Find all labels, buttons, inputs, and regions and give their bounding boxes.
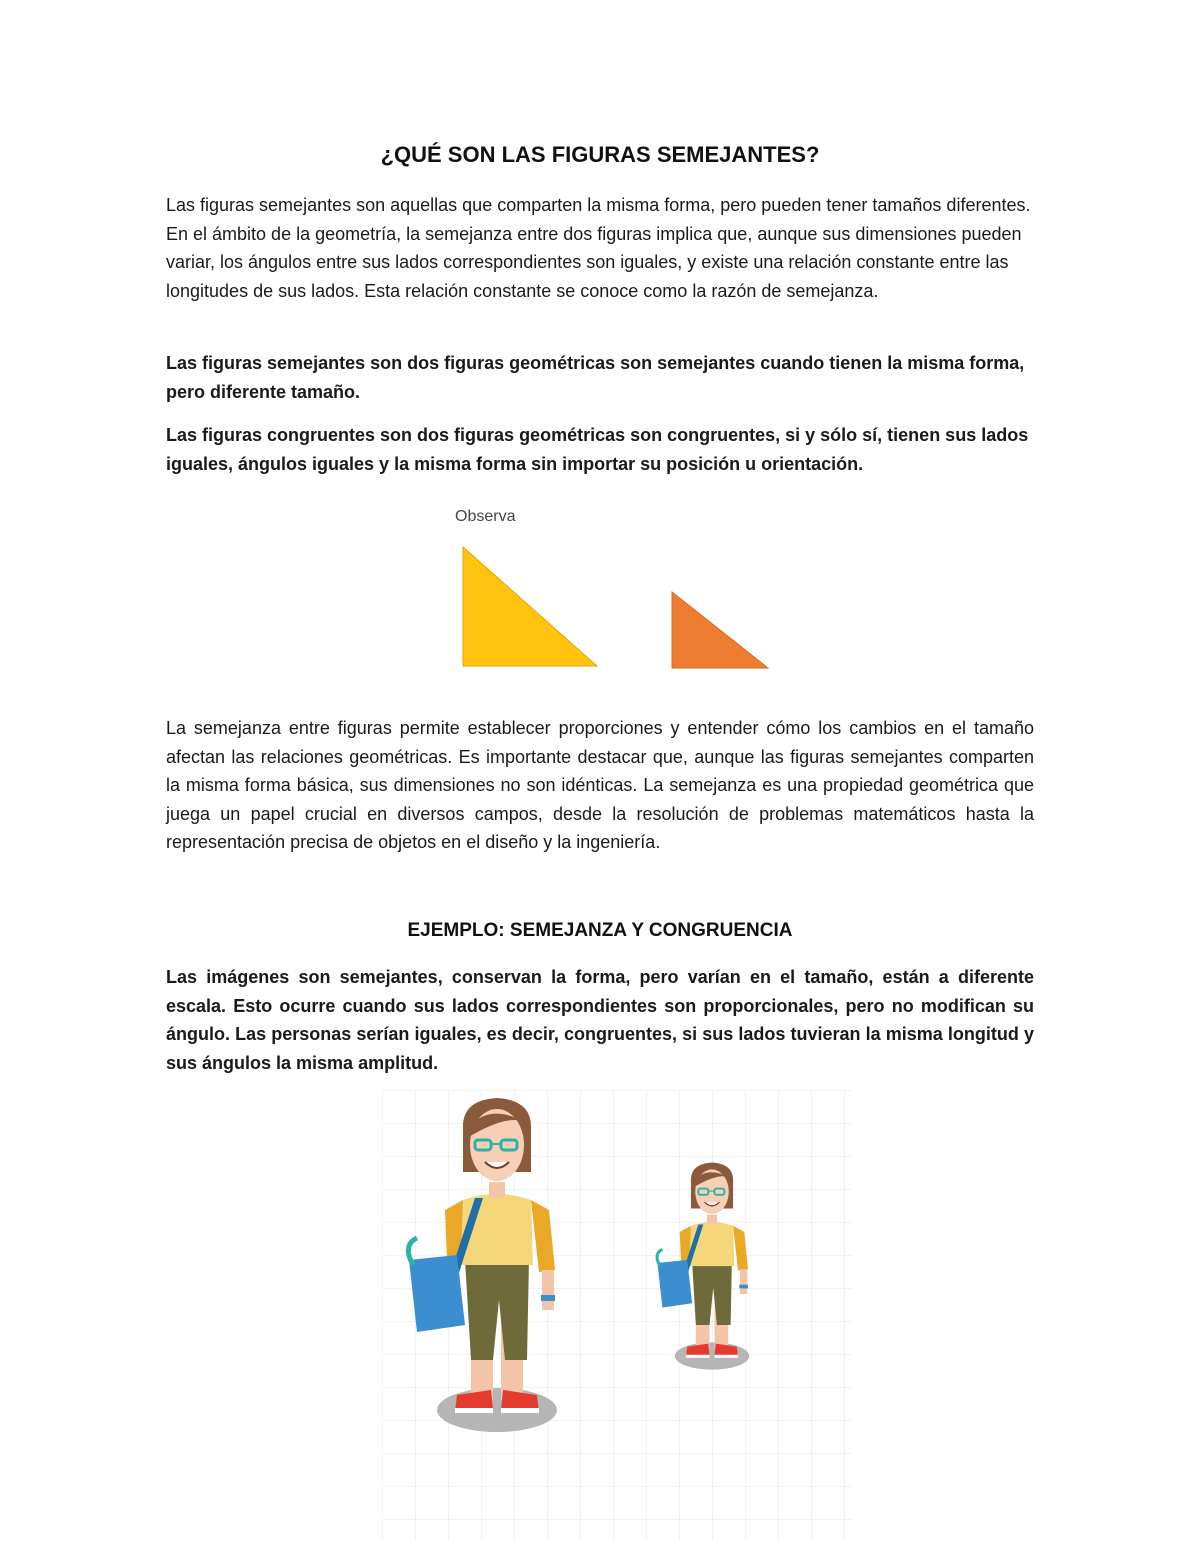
example-description-text: Las imágenes son semejantes, conservan la forma, pero varían en el tamaño, están a diferente escala. Esto ocurre cuando sus lados correspondientes son proporcionales, pero no modifican su ángulo. Las personas serían iguales, es decir, congruentes, si sus lados tuvieran la misma longitud y sus ángulos la misma amplitud.	[166, 967, 1034, 1073]
similar-definition-text: Las figuras semejantes son dos figuras geométricas son semejantes cuando tienen la misma forma, pero diferente tamaño.	[166, 353, 1025, 402]
page-title: ¿QUÉ SON LAS FIGURAS SEMEJANTES?	[380, 142, 820, 167]
large-triangle	[463, 547, 597, 666]
people-figure	[382, 1090, 852, 1540]
example-description	[166, 963, 1034, 1077]
small-triangle	[672, 592, 768, 668]
triangles-figure	[450, 505, 780, 680]
congruent-definition	[166, 421, 1034, 478]
intro-paragraph: Las figuras semejantes son aquellas que comparten la misma forma, pero pueden tener tamaños diferentes. En el ámbito de la geometría, la semejanza entre dos figuras implica que, aunque sus dimensiones pueden variar, los ángulos entre sus lados correspondientes son iguales, y existe una relación constante entre las longitudes de sus lados. Esta relación constante se conoce como la razón de semejanza.	[166, 195, 1031, 301]
triangles-illustration	[450, 505, 780, 680]
explanation-paragraph: La semejanza entre figuras permite establecer proporciones y entender cómo los cambios en el tamaño afectan las relaciones geométricas. Es importante destacar que, aunque las figuras semejantes comparten la misma forma básica, sus dimensiones no son idénticas. La semejanza es una propiedad geométrica que juega un papel crucial en diversos campos, desde la resolución de problemas matemáticos hasta la representación precisa de objetos en el diseño y la ingeniería.	[166, 718, 1034, 853]
figure-label: Observa	[455, 508, 516, 525]
example-heading: EJEMPLO: SEMEJANZA Y CONGRUENCIA	[407, 920, 793, 941]
congruent-definition-text: Las figuras congruentes son dos figuras geométricas son congruentes, si y sólo sí, tienen sus lados iguales, ángulos iguales y la misma forma sin importar su posición u orientación.	[166, 425, 1029, 474]
people-illustration	[382, 1090, 852, 1540]
similar-definition	[166, 349, 1034, 406]
explanation-section	[166, 714, 1034, 857]
intro-section	[166, 191, 1034, 305]
